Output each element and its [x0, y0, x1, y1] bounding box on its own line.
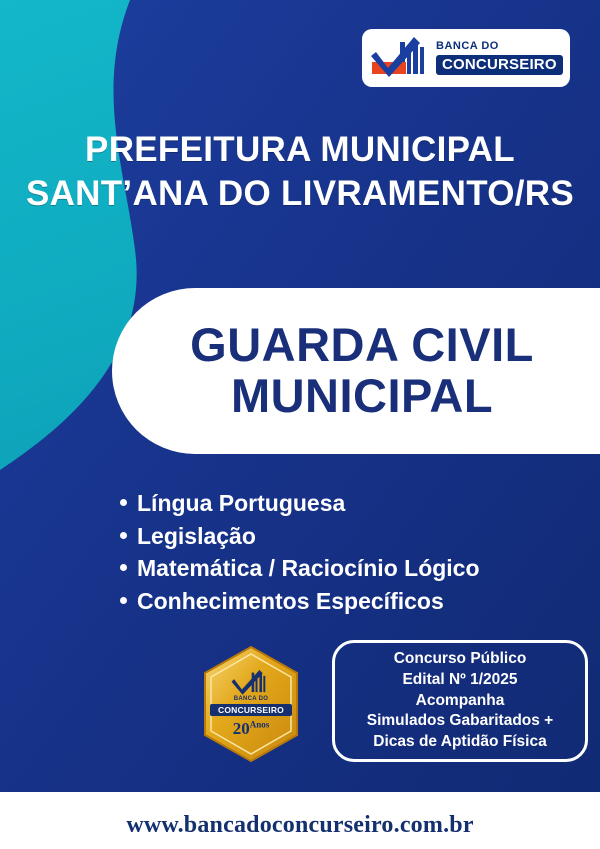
list-item [120, 585, 590, 618]
title-line-2: SANT’ANA DO LIVRAMENTO/RS [25, 173, 575, 213]
list-item [120, 552, 590, 585]
brand-logo-line2: CONCURSEIRO [436, 55, 563, 75]
brand-logo [362, 29, 570, 87]
list-item [120, 520, 590, 553]
course-title-line-1: GUARDA CIVIL [190, 318, 534, 372]
seal-top-text: BANCA DO [233, 695, 269, 702]
anniversary-seal [196, 645, 306, 763]
website-url[interactable]: www.bancadoconcurseiro.com.br [126, 812, 474, 838]
list-item [120, 487, 590, 520]
seal-years [233, 719, 270, 739]
seal-years-number: 20 [232, 718, 250, 738]
page-title [0, 128, 600, 216]
info-line: Edital Nº 1/2025 [402, 671, 518, 689]
subject-list [120, 487, 590, 618]
bullet-icon [120, 597, 127, 604]
brand-logo-text [436, 41, 563, 75]
info-line: Acompanha [415, 691, 505, 709]
info-line: Simulados Gabaritados + [366, 712, 554, 730]
info-line: Concurso Público [393, 650, 527, 668]
subject-label: Conhecimentos Específicos [137, 587, 444, 614]
subject-label: Legislação [137, 522, 256, 549]
info-line: Dicas de Aptidão Física [373, 732, 547, 750]
seal-checkmark-icon [230, 670, 272, 696]
bullet-icon [120, 564, 127, 571]
bullet-icon [120, 499, 127, 506]
brand-logo-line1: BANCA DO [436, 40, 499, 52]
course-title-line-2: MUNICIPAL [230, 369, 494, 422]
seal-band-text: CONCURSEIRO [210, 704, 292, 716]
seal-years-suffix: Anos [249, 718, 270, 729]
subject-label: Matemática / Raciocínio Lógico [137, 555, 480, 582]
subject-label: Língua Portuguesa [137, 490, 346, 516]
checkmark-book-icon [370, 36, 432, 80]
title-line-1: PREFEITURA MUNICIPAL [85, 130, 515, 169]
bullet-icon [120, 532, 127, 539]
course-title-box [112, 288, 600, 454]
exam-info-box [332, 640, 588, 762]
